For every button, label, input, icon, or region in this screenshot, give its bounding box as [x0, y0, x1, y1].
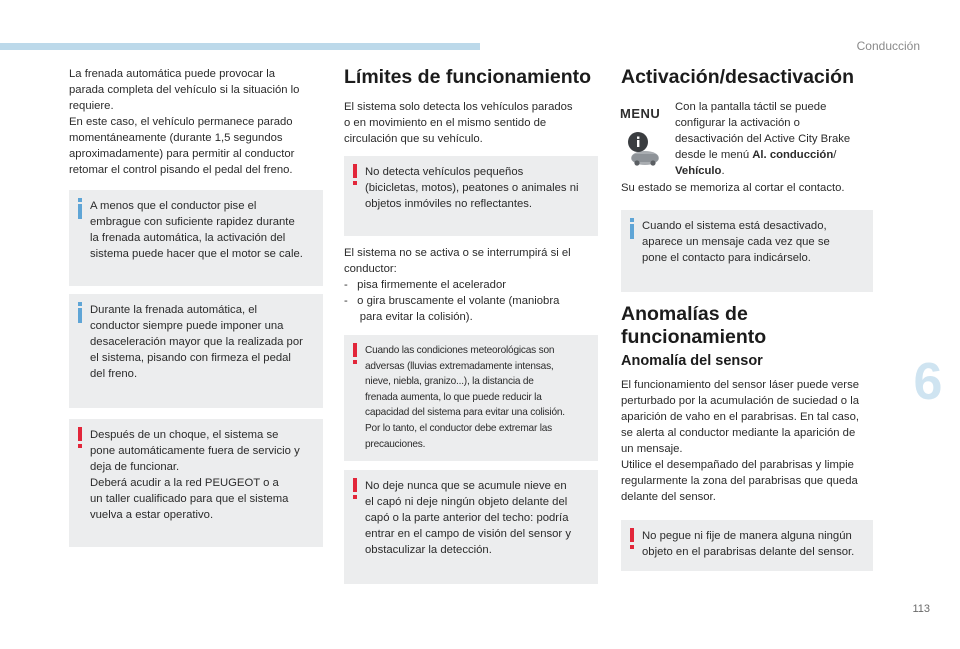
- text-line: La frenada automática puede provocar la: [69, 68, 275, 80]
- text-line: retomar el control pisando el pedal del freno.: [69, 164, 293, 176]
- info-box-deceleration: [69, 294, 323, 408]
- warning-box-collision: [69, 419, 323, 547]
- heading-activation: Activación/desactivación: [621, 66, 855, 88]
- info-box-clutch: [69, 190, 323, 286]
- memo-text: Su estado se memoriza al cortar el contacto.: [621, 182, 845, 194]
- warning-box-snow: [344, 470, 598, 584]
- info-text: Durante la frenada automática, el conductor siempre puede imponer una desaceleración mayor que la realizada por el sistema, pisando con firmeza el pedal del freno.: [90, 304, 303, 380]
- info-box-deactivated: [621, 210, 873, 292]
- warning-icon: [77, 427, 83, 448]
- warning-icon: [352, 478, 358, 499]
- menu-vehicle-icon: [620, 103, 666, 167]
- warning-text: No pegue ni fije de manera alguna ningún objeto en el parabrisas delante del sensor.: [642, 530, 855, 558]
- warning-icon: [352, 343, 358, 364]
- text-line: parada completa del vehículo si la situación lo: [69, 84, 300, 96]
- interruption-paragraph: El sistema no se activa o se interrumpirá si el conductor: - pisa firmemente el acelerador - o gira bruscamente el volante (maniobra para evitar la colisión).: [344, 247, 571, 323]
- warning-text: Cuando las condiciones meteorológicas son adversas (lluvias extremadamente intensas, nieve, niebla, granizo...), la distancia de frenada aumenta, lo que puede reducir la capacidad del sistema para evitar una colisión. Por lo tanto, el conductor debe extremar las precauciones.: [365, 345, 565, 450]
- intro-paragraph: [69, 66, 324, 178]
- info-icon: [77, 302, 83, 323]
- warning-icon: [629, 528, 635, 549]
- info-text: A menos que el conductor pise el embrague con suficiente rapidez durante la frenada automática, la activación del sistema puede hacer que el motor se cale.: [90, 200, 303, 260]
- warning-text: No detecta vehículos pequeños (bicicletas, motos), peatones o animales ni objetos inmóviles no reflectantes.: [365, 166, 579, 210]
- section-title: Conducción: [856, 39, 920, 53]
- warning-box-weather: [344, 335, 598, 461]
- text-line: aproximadamente) para permitir al conductor: [69, 148, 295, 160]
- warning-text: No deje nunca que se acumule nieve en el capó ni deje ningún objeto delante del capó o la parte anterior del techo: podría entrar en el campo de visión del sensor y obstaculizar la detección.: [365, 480, 571, 556]
- text-line: momentáneamente (durante 1,5 segundos: [69, 132, 283, 144]
- chapter-number: 6: [896, 345, 960, 419]
- info-icon: [629, 218, 635, 239]
- menu-label: MENU: [620, 106, 661, 121]
- text-line: requiere.: [69, 100, 114, 112]
- warning-box-windscreen: [621, 520, 873, 571]
- sensor-paragraph: El funcionamiento del sensor láser puede verse perturbado por la acumulación de suciedad o la aparición de vaho en el parabrisas. En tal caso, se alerta al conductor mediante la aparición de un mensaje. Utilice el desempañado del parabrisas y limpie regularmente la zona del parabrisas que queda delante del sensor.: [621, 379, 860, 503]
- info-icon: [77, 198, 83, 219]
- page-number: 113: [912, 603, 930, 615]
- warning-box-small-vehicles: [344, 156, 598, 236]
- info-text: Cuando el sistema está desactivado, aparece un mensaje cada vez que se pone el contacto para indicárselo.: [642, 220, 830, 264]
- menu-paragraph: Con la pantalla táctil se puede configurar la activación o desactivación del Active City Brake desde le menú Al. conducción/ Vehículo.: [675, 101, 851, 177]
- subheading-sensor: Anomalía del sensor: [621, 353, 763, 369]
- heading-limits: Límites de funcionamiento: [344, 66, 592, 88]
- vehicle-info-icon: [627, 131, 661, 167]
- text-line: En este caso, el vehículo permanece parado: [69, 116, 293, 128]
- warning-icon: [352, 164, 358, 185]
- warning-text: Después de un choque, el sistema se pone automáticamente fuera de servicio y deja de funcionar. Deberá acudir a la red PEUGEOT o a un taller cualificado para que el sistema vuelva a estar operativo.: [90, 429, 300, 521]
- heading-anomalies: Anomalías de funcionamiento: [621, 303, 767, 348]
- limits-paragraph: El sistema solo detecta los vehículos parados o en movimiento en el mismo sentido de circulación que su vehículo.: [344, 101, 573, 145]
- header-accent-bar: [0, 43, 480, 50]
